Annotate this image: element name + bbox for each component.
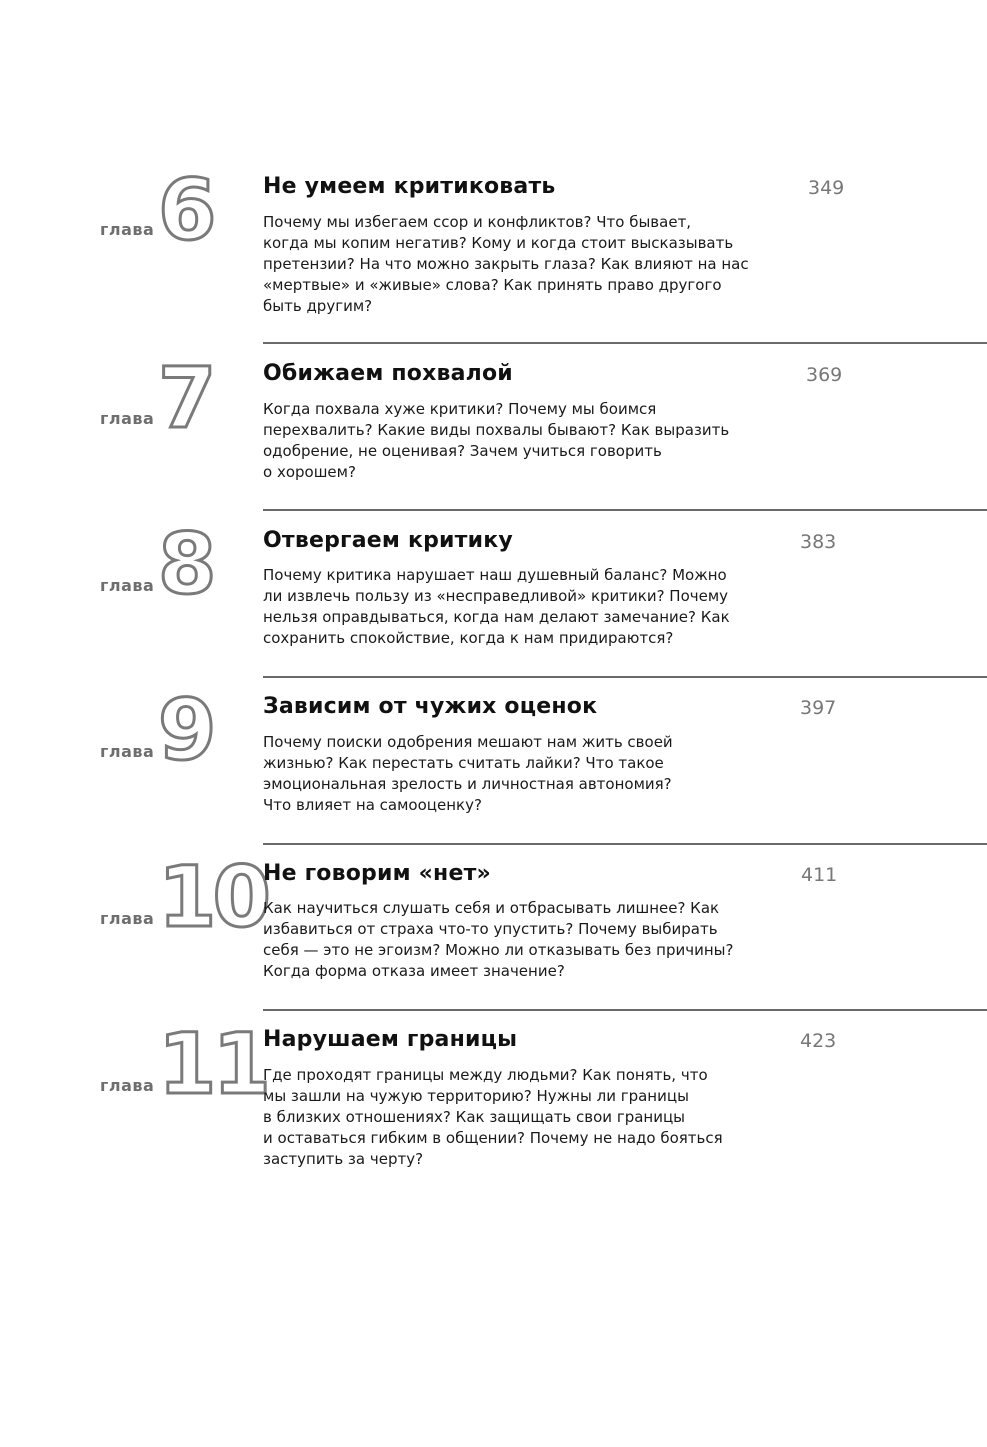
- description-line: сохранить спокойствие, когда к нам придираются?: [263, 629, 674, 647]
- page-number[interactable]: 383: [800, 531, 837, 553]
- description-line: избавиться от страха что-то упустить? Почему выбирать: [263, 920, 718, 938]
- chapter-number: 9: [158, 681, 213, 779]
- chapter-number: 6: [158, 161, 213, 259]
- description-line: мы зашли на чужую территорию? Нужны ли границы: [263, 1087, 689, 1105]
- chapter-label: глава: [100, 909, 155, 928]
- description-line: Где проходят границы между людьми? Как понять, что: [263, 1066, 708, 1084]
- description-line: Почему критика нарушает наш душевный баланс? Можно: [263, 566, 727, 584]
- section-divider: [263, 843, 987, 845]
- description-line: одобрение, не оценивая? Зачем учиться говорить: [263, 442, 662, 460]
- section-divider: [263, 509, 987, 511]
- chapter-title[interactable]: Отвергаем критику: [263, 528, 513, 553]
- chapter-description: [263, 212, 793, 317]
- description-line: когда мы копим негатив? Кому и когда стоит высказывать: [263, 234, 734, 252]
- description-line: Как научиться слушать себя и отбрасывать лишнее? Как: [263, 899, 720, 917]
- description-line: «мертвые» и «живые» слова? Как принять право другого: [263, 276, 722, 294]
- chapter-number: 8: [158, 515, 213, 613]
- chapter-title[interactable]: Обижаем похвалой: [263, 361, 513, 386]
- description-line: претензии? На что можно закрыть глаза? Как влияют на нас: [263, 255, 749, 273]
- description-line: Что влияет на самооценку?: [263, 796, 482, 814]
- chapter-description: [263, 565, 793, 649]
- chapter-description: [263, 399, 793, 483]
- description-line: эмоциональная зрелость и личностная автономия?: [263, 775, 672, 793]
- description-line: Когда похвала хуже критики? Почему мы боимся: [263, 400, 657, 418]
- chapter-label: глава: [100, 576, 155, 595]
- chapter-description: [263, 898, 793, 982]
- description-line: перехвалить? Какие виды похвалы бывают? Как выразить: [263, 421, 730, 439]
- description-line: быть другим?: [263, 297, 373, 315]
- page-number[interactable]: 349: [808, 177, 845, 199]
- page-number[interactable]: 411: [801, 864, 838, 886]
- description-line: нельзя оправдываться, когда нам делают замечание? Как: [263, 608, 730, 626]
- chapter-title[interactable]: Нарушаем границы: [263, 1027, 518, 1052]
- chapter-number: 7: [158, 349, 213, 447]
- page-number[interactable]: 397: [800, 697, 837, 719]
- chapter-label: глава: [100, 1076, 155, 1095]
- chapter-label: глава: [100, 409, 155, 428]
- section-divider: [263, 676, 987, 678]
- chapter-title[interactable]: Зависим от чужих оценок: [263, 694, 598, 719]
- description-line: Когда форма отказа имеет значение?: [263, 962, 565, 980]
- description-line: о хорошем?: [263, 463, 356, 481]
- description-line: ли извлечь пользу из «несправедливой» критики? Почему: [263, 587, 729, 605]
- page-number[interactable]: 369: [806, 364, 843, 386]
- section-divider: [263, 1009, 987, 1011]
- chapter-number: 11: [158, 1015, 267, 1113]
- page-number[interactable]: 423: [800, 1030, 837, 1052]
- chapter-title[interactable]: Не умеем критиковать: [263, 174, 556, 199]
- description-line: заступить за черту?: [263, 1150, 424, 1168]
- chapter-description: [263, 732, 793, 816]
- chapter-number: 10: [158, 848, 267, 946]
- description-line: и оставаться гибким в общении? Почему не надо бояться: [263, 1129, 723, 1147]
- description-line: Почему мы избегаем ссор и конфликтов? Что бывает,: [263, 213, 692, 231]
- description-line: себя — это не эгоизм? Можно ли отказывать без причины?: [263, 941, 734, 959]
- chapter-description: [263, 1065, 793, 1170]
- section-divider: [263, 342, 987, 344]
- chapter-title[interactable]: Не говорим «нет»: [263, 861, 491, 886]
- description-line: в близких отношениях? Как защищать свои границы: [263, 1108, 686, 1126]
- description-line: жизнью? Как перестать считать лайки? Что такое: [263, 754, 664, 772]
- chapter-label: глава: [100, 742, 155, 761]
- description-line: Почему поиски одобрения мешают нам жить своей: [263, 733, 673, 751]
- chapter-label: глава: [100, 220, 155, 239]
